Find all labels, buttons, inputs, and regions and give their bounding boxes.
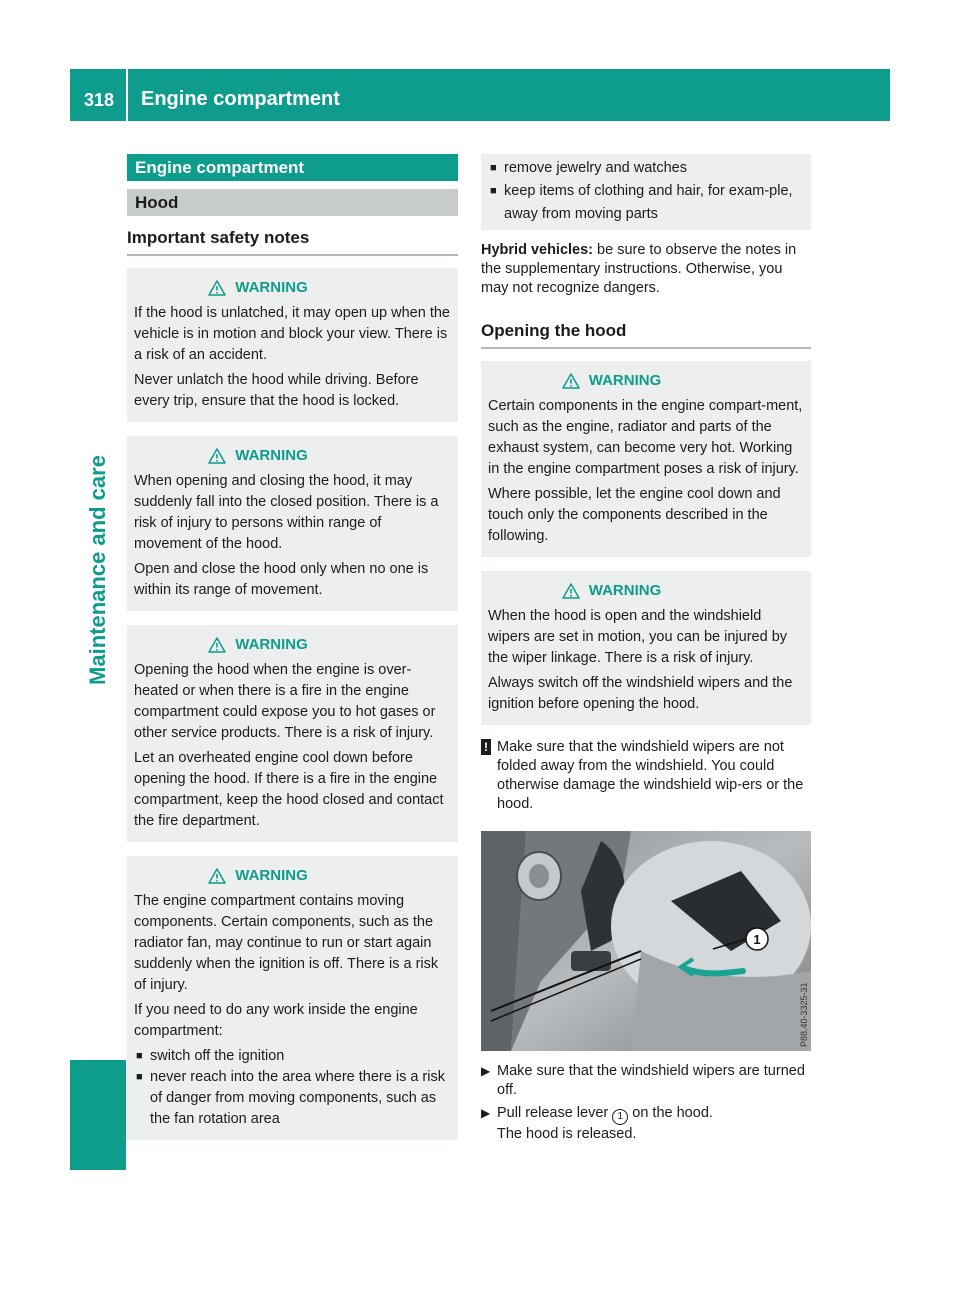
warning-title: WARNING bbox=[235, 279, 308, 296]
header-title: Engine compartment bbox=[141, 88, 340, 110]
instruction-step bbox=[481, 1104, 811, 1144]
warning-header bbox=[488, 580, 805, 601]
damage-notice bbox=[481, 738, 811, 814]
warning-text: Open and close the hood only when no one is within its range of movement. bbox=[134, 561, 429, 598]
warning-bullet-list bbox=[488, 157, 805, 226]
warning-box bbox=[127, 856, 458, 1140]
page-number: 318 bbox=[84, 90, 115, 110]
step-arrow-icon: ▶ bbox=[481, 1106, 491, 1120]
instruction-steps bbox=[481, 1062, 811, 1144]
image-code: P88.40-3325-31 bbox=[799, 982, 809, 1047]
hybrid-text: be sure to observe the notes in the supplementary instructions. Otherwise, you may not recognize dangers. bbox=[481, 242, 797, 296]
instruction-step bbox=[481, 1062, 811, 1100]
warning-text: Always switch off the windshield wipers and the ignition before opening the hood. bbox=[488, 675, 793, 712]
safety-notes-heading: Important safety notes bbox=[127, 227, 458, 256]
warning-text: The engine compartment contains moving components. Certain components, such as the radiator fan, may continue to run or start again suddenly when the ignition is off. There is a risk of injury. bbox=[134, 893, 439, 993]
hybrid-label: Hybrid vehicles: bbox=[481, 242, 594, 258]
warning-triangle-icon bbox=[208, 448, 226, 464]
warning-triangle-icon bbox=[562, 373, 580, 389]
warning-header bbox=[488, 370, 805, 391]
warning-header bbox=[134, 865, 452, 886]
step-text: Make sure that the windshield wipers are turned off. bbox=[497, 1063, 805, 1098]
notice-icon: ! bbox=[481, 739, 491, 755]
step-text: on the hood. bbox=[628, 1105, 713, 1121]
warning-title: WARNING bbox=[235, 447, 308, 464]
warning-text: If the hood is unlatched, it may open up when the vehicle is in motion and block your view. There is a risk of an accident. bbox=[134, 305, 450, 363]
warning-triangle-icon bbox=[208, 637, 226, 653]
warning-title: WARNING bbox=[235, 636, 308, 653]
opening-hood-heading: Opening the hood bbox=[481, 320, 811, 349]
warning-text: Certain components in the engine compart-ment, such as the engine, radiator and parts of the exhaust system, can become very hot. Working in the engine compartment poses a risk of injury. bbox=[488, 398, 803, 477]
warning-header bbox=[134, 634, 452, 655]
warning-text: Never unlatch the hood while driving. Before every trip, ensure that the hood is locked. bbox=[134, 372, 419, 409]
warning-text: Where possible, let the engine cool down and touch only the components described in the following. bbox=[488, 486, 781, 544]
warning-title: WARNING bbox=[588, 582, 662, 599]
hybrid-note bbox=[481, 241, 811, 298]
warning-text: Let an overheated engine cool down before opening the hood. If there is a fire in the engine compartment, keep the hood closed and contact the fire department. bbox=[134, 750, 444, 829]
warning-text: Opening the hood when the engine is over-heated or when there is a fire in the engine compartment could expose you to hot gases or other service products. There is a risk of injury. bbox=[134, 662, 436, 741]
warning-box bbox=[481, 361, 811, 557]
warning-header bbox=[134, 277, 452, 298]
warning-triangle-icon bbox=[208, 868, 226, 884]
list-item: ■ remove jewelry and watches bbox=[488, 157, 805, 180]
callout-1-label: 1 bbox=[753, 932, 761, 947]
step-arrow-icon: ▶ bbox=[481, 1064, 491, 1078]
side-tab-marker bbox=[70, 1060, 126, 1170]
warning-box-continued bbox=[481, 154, 811, 230]
warning-box bbox=[127, 268, 458, 422]
list-item: ■ never reach into the area where there is a risk of danger from moving components, such as the fan rotation area bbox=[134, 1067, 452, 1130]
subsection-title: Hood bbox=[127, 189, 458, 216]
step-text: Pull release lever bbox=[497, 1105, 613, 1121]
warning-title: WARNING bbox=[588, 372, 662, 389]
list-item: ■ switch off the ignition bbox=[134, 1046, 452, 1067]
list-item: ■ keep items of clothing and hair, for exam-ple, away from moving parts bbox=[488, 180, 805, 226]
warning-triangle-icon bbox=[208, 280, 226, 296]
section-title: Engine compartment bbox=[127, 154, 458, 181]
warning-text: If you need to do any work inside the engine compartment: bbox=[134, 1002, 418, 1039]
side-tab-label: Maintenance and care bbox=[85, 455, 110, 685]
warning-triangle-icon bbox=[562, 583, 580, 599]
notice-text: Make sure that the windshield wipers are not folded away from the windshield. You could otherwise damage the windshield wip-ers or the hood. bbox=[497, 739, 804, 812]
right-column bbox=[481, 154, 811, 1144]
warning-box bbox=[481, 571, 811, 725]
warning-bullet-list bbox=[134, 1046, 452, 1130]
warning-title: WARNING bbox=[235, 867, 308, 884]
hood-release-lever-photo bbox=[481, 831, 811, 1051]
warning-box bbox=[127, 625, 458, 842]
warning-text: When opening and closing the hood, it may suddenly fall into the closed position. There is a risk of injury to persons within range of movement of the hood. bbox=[134, 473, 439, 552]
warning-header bbox=[134, 445, 452, 466]
step-result: The hood is released. bbox=[497, 1126, 637, 1142]
warning-text: When the hood is open and the windshield wipers are set in motion, you can be injured by the wiper linkage. There is a risk of injury. bbox=[488, 608, 788, 666]
warning-box bbox=[127, 436, 458, 611]
callout-1-icon: 1 bbox=[612, 1109, 628, 1125]
left-column bbox=[127, 154, 458, 1140]
header-divider bbox=[126, 69, 128, 121]
